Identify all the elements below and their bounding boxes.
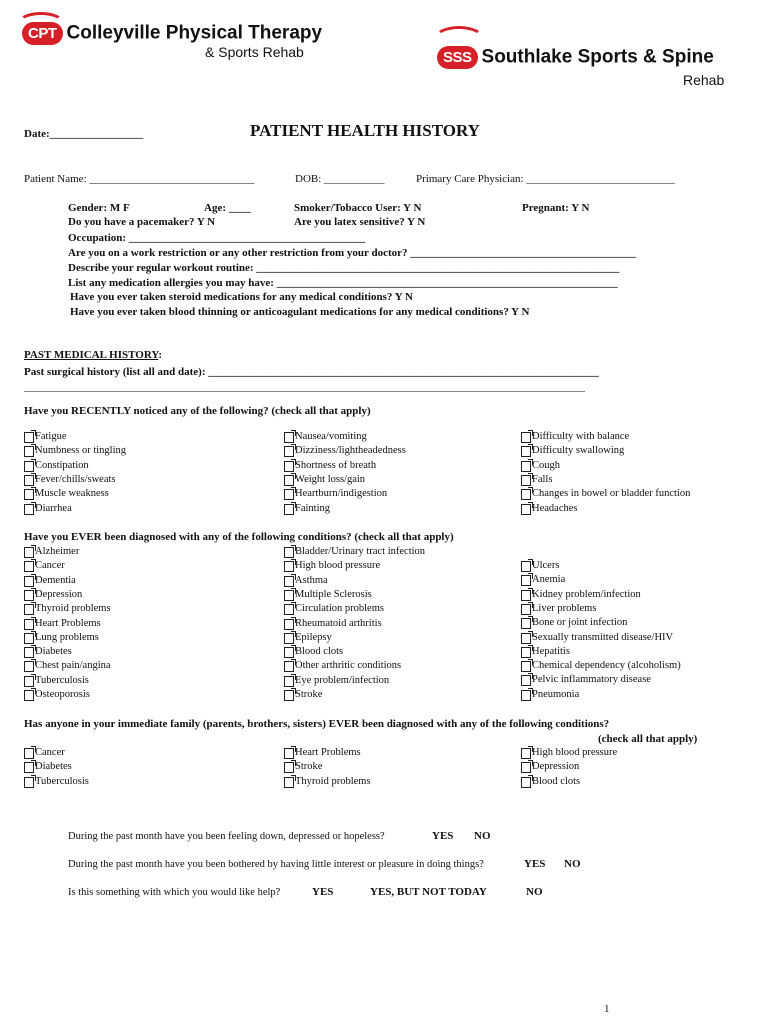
checkbox-label: Epilepsy — [295, 631, 332, 643]
checkbox-item[interactable] — [284, 546, 425, 558]
checkbox[interactable] — [521, 432, 531, 443]
checkbox-label: Thyroid problems — [295, 775, 371, 787]
checkbox-label: Hepatitis — [532, 645, 570, 657]
checkbox-item[interactable] — [24, 689, 90, 701]
checkbox-item[interactable] — [24, 474, 115, 486]
checkbox-label: Cancer — [35, 560, 65, 572]
checkbox[interactable] — [24, 647, 34, 658]
checkbox-item[interactable] — [24, 589, 82, 601]
checkbox[interactable] — [284, 547, 294, 558]
checkbox-item[interactable] — [284, 776, 371, 788]
checkbox-label: Tuberculosis — [35, 674, 89, 686]
checkbox-item[interactable] — [24, 646, 72, 658]
checkbox-label: Heart Problems — [295, 747, 361, 758]
cpt-brand-sub: & Sports Rehab — [205, 44, 304, 60]
screening-q2: During the past month have you been bothered by having little interest or pleasure in doing things? — [68, 859, 484, 870]
checkbox-label: Stroke — [295, 761, 323, 773]
checkbox[interactable] — [521, 661, 531, 672]
checkbox-item[interactable] — [24, 776, 89, 788]
cpt-badge: CPT — [22, 22, 63, 45]
sss-brand-sub: Rehab — [683, 72, 725, 88]
checkbox-label: Shortness of breath — [295, 459, 377, 471]
checkbox-label: Cough — [532, 459, 561, 471]
checkbox-item[interactable] — [284, 646, 343, 658]
checkbox[interactable] — [521, 633, 531, 644]
checkbox-item[interactable] — [284, 761, 322, 773]
checkbox[interactable] — [284, 762, 294, 773]
checkbox-item[interactable] — [521, 488, 690, 500]
pcp-field[interactable]: Primary Care Physician: ___________________________ — [416, 173, 675, 185]
checkbox-item[interactable] — [284, 747, 361, 759]
past-history-heading-text: PAST MEDICAL HISTORY — [24, 349, 159, 361]
checkbox-label: Osteoporosis — [35, 689, 90, 700]
allergies-field[interactable]: List any medication allergies you may have: ______________________________________________________________ — [68, 277, 618, 289]
checkbox[interactable] — [284, 432, 294, 443]
checkbox[interactable] — [521, 604, 531, 615]
checkbox-label: Other arthritic conditions — [295, 660, 402, 672]
checkbox-item[interactable] — [24, 747, 65, 759]
checkbox-label: Constipation — [35, 459, 89, 471]
checkbox-label: Heart Problems — [35, 617, 101, 629]
checkbox-item[interactable] — [24, 632, 99, 644]
checkbox[interactable] — [284, 748, 294, 759]
checkbox-label: Fatigue — [35, 431, 67, 442]
checkbox[interactable] — [284, 561, 294, 572]
screening-q2-no[interactable]: NO — [564, 858, 581, 870]
checkbox-item[interactable] — [24, 660, 111, 672]
checkbox-label: High blood pressure — [532, 747, 618, 758]
checkbox-label: Multiple Sclerosis — [295, 588, 372, 600]
checkbox-label: Anemia — [532, 574, 566, 586]
screening-q2-yes[interactable]: YES — [524, 858, 546, 870]
checkbox-item[interactable] — [284, 589, 372, 601]
checkbox[interactable] — [24, 547, 34, 558]
checkbox-item[interactable] — [521, 646, 570, 658]
checkbox-item[interactable] — [521, 445, 624, 457]
checkbox-label: Headaches — [532, 502, 578, 514]
checkbox-item[interactable] — [284, 474, 365, 486]
screening-q3-no[interactable]: NO — [526, 886, 543, 898]
checkbox-label: Pelvic inflammatory disease — [532, 674, 651, 686]
checkbox-label: Liver problems — [532, 602, 597, 614]
checkbox[interactable] — [24, 576, 34, 587]
checkbox-item[interactable] — [24, 546, 79, 558]
checkbox-label: Circulation problems — [295, 603, 384, 615]
checkbox-item[interactable] — [24, 488, 109, 500]
checkbox-label: Nausea/vomiting — [295, 431, 367, 442]
checkbox[interactable] — [521, 504, 531, 515]
checkbox[interactable] — [284, 604, 294, 615]
checkbox-item[interactable] — [284, 460, 376, 472]
checkbox-item[interactable] — [24, 618, 101, 630]
checkbox[interactable] — [284, 504, 294, 515]
cpt-logo-arc — [18, 12, 64, 33]
checkbox-item[interactable] — [284, 503, 330, 515]
checkbox[interactable] — [521, 675, 531, 686]
checkbox-label: Asthma — [295, 574, 328, 586]
checkbox-item[interactable] — [521, 574, 565, 586]
family-question-note: (check all that apply) — [598, 733, 698, 745]
checkbox-label: Blood clots — [532, 775, 581, 787]
checkbox-label: Ulcers — [532, 560, 560, 571]
checkbox-item[interactable] — [521, 603, 596, 615]
checkbox-label: Tuberculosis — [35, 775, 89, 787]
past-history-heading — [24, 349, 162, 362]
latex-field[interactable]: Are you latex sensitive? Y N — [294, 216, 426, 228]
checkbox[interactable] — [24, 504, 34, 515]
checkbox-item[interactable] — [24, 431, 67, 443]
checkbox-item[interactable] — [24, 761, 72, 773]
checkbox[interactable] — [521, 618, 531, 629]
checkbox-item[interactable] — [521, 674, 651, 686]
checkbox-label: Dizziness/lightheadedness — [295, 445, 406, 457]
checkbox[interactable] — [521, 748, 531, 759]
checkbox-label: Cancer — [35, 747, 65, 758]
checkbox-item[interactable] — [521, 503, 577, 515]
checkbox[interactable] — [284, 576, 294, 587]
checkbox-item[interactable] — [24, 575, 76, 587]
checkbox[interactable] — [521, 777, 531, 788]
screening-q3-not-today[interactable]: YES, BUT NOT TODAY — [370, 886, 487, 898]
checkbox-label: Chemical dependency (alcoholism) — [532, 660, 681, 672]
checkbox-label: Alzheimer — [35, 546, 80, 557]
checkbox-label: Diabetes — [35, 761, 72, 773]
checkbox[interactable] — [24, 432, 34, 443]
checkbox-label: Muscle weakness — [35, 488, 109, 500]
checkbox-item[interactable] — [284, 431, 367, 443]
checkbox[interactable] — [24, 461, 34, 472]
occupation-field[interactable]: Occupation: ___________________________________________ — [68, 232, 366, 244]
sss-brand-name: Southlake Sports & Spine — [481, 46, 714, 68]
checkbox-item[interactable] — [284, 560, 380, 572]
checkbox[interactable] — [521, 475, 531, 486]
dob-field[interactable]: DOB: ___________ — [295, 173, 385, 185]
age-field[interactable]: Age: ____ — [204, 202, 251, 214]
checkbox[interactable] — [521, 590, 531, 601]
checkbox[interactable] — [284, 590, 294, 601]
checkbox-item[interactable] — [521, 776, 580, 788]
patient-name-field[interactable]: Patient Name: ______________________________ — [24, 173, 255, 185]
date-field[interactable]: Date:_________________ — [24, 128, 144, 140]
checkbox[interactable] — [521, 561, 531, 572]
checkbox-item[interactable] — [24, 675, 89, 687]
checkbox[interactable] — [24, 748, 34, 759]
checkbox[interactable] — [521, 647, 531, 658]
blood-thinning-question[interactable]: Have you ever taken blood thinning or anticoagulant medications for any medical conditions? Y N — [70, 306, 530, 318]
checkbox-label: High blood pressure — [295, 560, 381, 572]
checkbox-item[interactable] — [284, 660, 401, 672]
checkbox[interactable] — [284, 777, 294, 788]
screening-q1-no[interactable]: NO — [474, 830, 491, 842]
screening-q1-yes[interactable]: YES — [432, 830, 454, 842]
checkbox-item[interactable] — [284, 632, 332, 644]
checkbox-label: Heartburn/indigestion — [295, 488, 388, 500]
checkbox[interactable] — [521, 762, 531, 773]
cpt-brand-name: Colleyville Physical Therapy — [66, 22, 323, 44]
checkbox[interactable] — [24, 690, 34, 701]
checkbox-item[interactable] — [24, 603, 111, 615]
checkbox[interactable] — [24, 604, 34, 615]
checkbox[interactable] — [284, 676, 294, 687]
sss-logo-arc — [434, 26, 484, 51]
checkbox[interactable] — [284, 461, 294, 472]
checkbox-item[interactable] — [24, 503, 72, 515]
checkbox[interactable] — [521, 489, 531, 500]
checkbox-label: Depression — [532, 761, 580, 773]
checkbox-label: Thyroid problems — [35, 603, 111, 615]
checkbox-label: Difficulty swallowing — [532, 445, 625, 457]
checkbox-label: Blood clots — [295, 646, 344, 658]
gender-field[interactable]: Gender: M F — [68, 202, 130, 214]
checkbox[interactable] — [24, 475, 34, 486]
checkbox[interactable] — [24, 676, 34, 687]
checkbox-label: Stroke — [295, 689, 323, 700]
checkbox-item[interactable] — [284, 689, 322, 701]
checkbox[interactable] — [24, 777, 34, 788]
checkbox[interactable] — [521, 575, 531, 586]
checkbox-item[interactable] — [521, 761, 579, 773]
checkbox[interactable] — [284, 633, 294, 644]
checkbox-label: Weight loss/gain — [295, 473, 366, 485]
workout-field[interactable]: Describe your regular workout routine: __________________________________________________________________ — [68, 262, 620, 274]
checkbox[interactable] — [24, 661, 34, 672]
checkbox-label: Chest pain/angina — [35, 660, 111, 672]
checkbox-label: Kidney problem/infection — [532, 588, 641, 600]
checkbox[interactable] — [521, 446, 531, 457]
checkbox[interactable] — [24, 446, 34, 457]
checkbox[interactable] — [284, 690, 294, 701]
screening-q1: During the past month have you been feeling down, depressed or hopeless? — [68, 831, 385, 842]
checkbox-item[interactable] — [521, 474, 552, 486]
checkbox-item[interactable] — [284, 618, 382, 630]
cpt-logo — [22, 22, 322, 45]
checkbox-item[interactable] — [284, 445, 406, 457]
checkbox-item[interactable] — [521, 632, 673, 644]
checkbox-item[interactable] — [521, 617, 627, 629]
checkbox[interactable] — [24, 489, 34, 500]
checkbox[interactable] — [24, 633, 34, 644]
checkbox-label: Fever/chills/sweats — [35, 473, 116, 485]
checkbox-item[interactable] — [521, 460, 560, 472]
screening-q3-yes[interactable]: YES — [312, 886, 334, 898]
checkbox-item[interactable] — [521, 560, 559, 572]
pregnant-field[interactable]: Pregnant: Y N — [522, 202, 590, 214]
checkbox[interactable] — [284, 446, 294, 457]
checkbox-label: Fainting — [295, 502, 331, 514]
past-history-heading-colon: : — [158, 349, 162, 361]
checkbox-item[interactable] — [521, 689, 579, 701]
checkbox[interactable] — [521, 690, 531, 701]
checkbox-label: Diabetes — [35, 646, 72, 658]
ever-question: Have you EVER been diagnosed with any of the following conditions? (check all that apply) — [24, 531, 454, 543]
checkbox[interactable] — [284, 647, 294, 658]
checkbox-label: Depression — [35, 588, 83, 600]
checkbox[interactable] — [24, 619, 34, 630]
checkbox[interactable] — [284, 489, 294, 500]
checkbox[interactable] — [284, 619, 294, 630]
checkbox-item[interactable] — [284, 603, 384, 615]
checkbox[interactable] — [284, 661, 294, 672]
checkbox-item[interactable] — [284, 488, 387, 500]
checkbox-item[interactable] — [24, 560, 65, 572]
checkbox-label: Changes in bowel or bladder function — [532, 488, 691, 500]
family-question: Has anyone in your immediate family (parents, brothers, sisters) EVER been diagnosed with any of the following conditions? — [24, 718, 610, 730]
pacemaker-field[interactable]: Do you have a pacemaker? Y N — [68, 216, 216, 228]
checkbox-label: Eye problem/infection — [295, 674, 390, 686]
checkbox-label: Sexually transmitted disease/HIV — [532, 631, 674, 643]
checkbox-item[interactable] — [521, 747, 617, 759]
checkbox-item[interactable] — [284, 675, 389, 687]
checkbox-item[interactable] — [521, 431, 629, 443]
steroid-question[interactable]: Have you ever taken steroid medications for any medical conditions? Y N — [70, 291, 413, 303]
checkbox-item[interactable] — [24, 460, 89, 472]
checkbox-item[interactable] — [521, 589, 641, 601]
checkbox-label: Diarrhea — [35, 502, 72, 514]
checkbox-label: Pneumonia — [532, 688, 580, 700]
surgical-history-field[interactable]: Past surgical history (list all and date): _______________________________________________________________________ — [24, 366, 599, 378]
page-number: 1 — [604, 1003, 610, 1015]
checkbox-label: Bone or joint infection — [532, 617, 628, 629]
checkbox-label: Lung problems — [35, 631, 99, 643]
checkbox-label: Difficulty with balance — [532, 431, 630, 442]
checkbox-item[interactable] — [284, 575, 328, 587]
smoker-field[interactable]: Smoker/Tobacco User: Y N — [294, 202, 422, 214]
restriction-field[interactable]: Are you on a work restriction or any other restriction from your doctor? _________________________________________ — [68, 247, 636, 259]
checkbox-label: Dementia — [35, 574, 76, 586]
checkbox-item[interactable] — [521, 660, 681, 672]
checkbox-item[interactable] — [24, 445, 126, 457]
checkbox-label: Rheumatoid arthritis — [295, 617, 382, 629]
surgical-history-line2[interactable]: ______________________________________________________________________________________________________ — [24, 381, 585, 393]
checkbox[interactable] — [24, 590, 34, 601]
checkbox-label: Numbness or tingling — [35, 445, 126, 457]
checkbox[interactable] — [24, 762, 34, 773]
screening-q3: Is this something with which you would like help? — [68, 887, 281, 898]
sss-badge: SSS — [437, 46, 478, 69]
checkbox[interactable] — [521, 461, 531, 472]
checkbox[interactable] — [24, 561, 34, 572]
checkbox-label: Falls — [532, 473, 553, 485]
checkbox-label: Bladder/Urinary tract infection — [295, 546, 426, 557]
page-title: PATIENT HEALTH HISTORY — [250, 121, 480, 140]
recent-question: Have you RECENTLY noticed any of the following? (check all that apply) — [24, 405, 371, 417]
checkbox[interactable] — [284, 475, 294, 486]
